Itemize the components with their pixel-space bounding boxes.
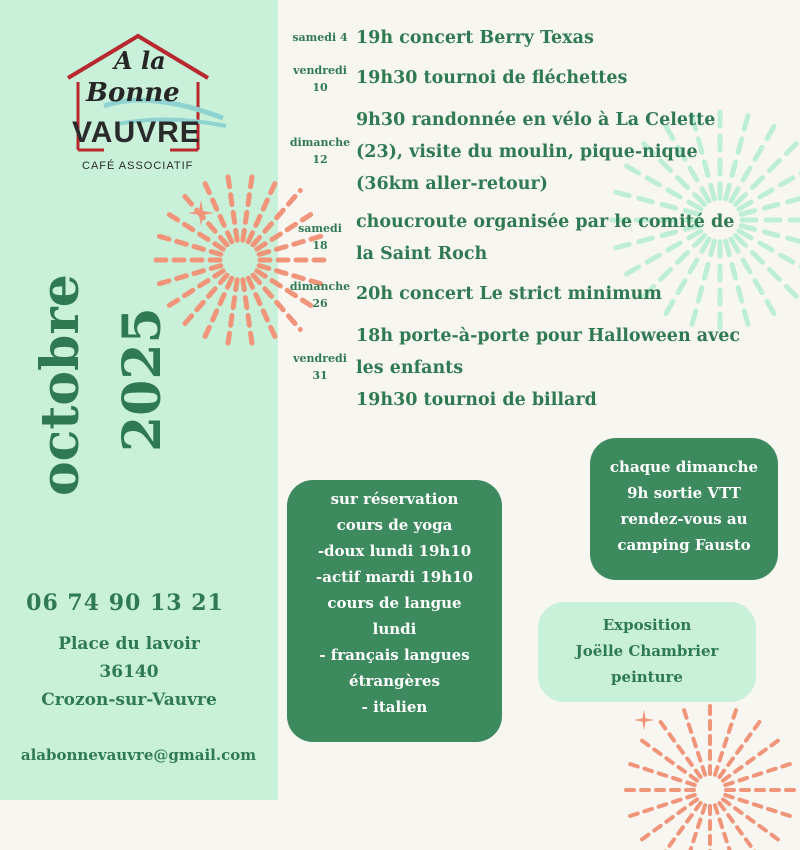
yoga-language-box	[287, 480, 502, 742]
box-line: 9h sortie VTT	[627, 484, 741, 502]
box-line: camping Fausto	[617, 536, 751, 554]
address-line: Place du lavoir	[58, 634, 200, 654]
phone-number: 06 74 90 13 21	[26, 590, 224, 616]
address-line: 36140	[99, 662, 159, 682]
address	[0, 630, 268, 714]
event-date	[284, 104, 356, 200]
event-line: les enfants	[356, 358, 464, 378]
box-line: Joëlle Chambrier	[575, 642, 719, 660]
box-line: sur réservation	[330, 490, 459, 508]
event-line: 20h concert Le strict minimum	[356, 284, 662, 304]
event-row	[284, 206, 796, 270]
box-line: rendez-vous au	[620, 510, 748, 528]
sparkle-star-icon	[186, 198, 216, 228]
box-line: peinture	[611, 668, 683, 686]
event-date-line: 10	[312, 81, 328, 94]
box-line: étrangères	[349, 672, 440, 690]
event-date	[284, 22, 356, 54]
box-line: chaque dimanche	[609, 458, 759, 476]
event-description	[356, 104, 796, 200]
event-row	[284, 278, 796, 312]
box-line: cours de yoga	[336, 516, 453, 534]
month-label: octobre	[30, 274, 91, 496]
box-line: - italien	[361, 698, 428, 716]
logo-text-bonne: Bonne	[86, 78, 180, 108]
event-date-line: samedi	[298, 222, 342, 235]
event-date-line: 31	[312, 369, 328, 382]
address-line: Crozon-sur-Vauvre	[41, 690, 217, 710]
event-date-line: dimanche	[289, 136, 351, 149]
event-line: 19h30 tournoi de fléchettes	[356, 68, 628, 88]
event-line: 18h porte-à-porte pour Halloween avec	[356, 326, 741, 346]
event-line: (36km aller-retour)	[356, 174, 548, 194]
vtt-outing-box	[590, 438, 778, 580]
event-date-line: samedi 4	[292, 31, 348, 44]
logo-text-ala: A la	[114, 46, 166, 75]
event-date-line: 18	[312, 239, 328, 252]
event-line: choucroute organisée par le comité de	[356, 212, 735, 232]
event-row	[284, 22, 796, 54]
event-line: la Saint Roch	[356, 244, 488, 264]
event-line: 9h30 randonnée en vélo à La Celette	[356, 110, 716, 130]
event-description	[356, 278, 796, 312]
exhibition-box	[538, 602, 756, 702]
cafe-logo	[58, 30, 228, 190]
event-date	[284, 320, 356, 416]
event-row	[284, 104, 796, 200]
event-description	[356, 62, 796, 96]
event-date-line: vendredi	[293, 64, 347, 77]
event-line: (23), visite du moulin, pique-nique	[356, 142, 698, 162]
email-address: alabonnevauvre@gmail.com	[20, 746, 257, 764]
event-date-line: vendredi	[293, 352, 347, 365]
event-description	[356, 206, 796, 270]
box-line: Exposition	[602, 616, 692, 634]
box-line: lundi	[372, 620, 417, 638]
event-date-line: dimanche	[289, 280, 351, 293]
event-date	[284, 206, 356, 270]
logo-tagline: CAFÉ ASSOCIATIF	[82, 160, 194, 172]
event-row	[284, 62, 796, 96]
year-label: 2025	[112, 307, 173, 452]
event-date	[284, 62, 356, 96]
event-date	[284, 278, 356, 312]
box-line: -actif mardi 19h10	[316, 568, 473, 586]
event-date-line: 12	[312, 153, 328, 166]
box-line: - français langues	[319, 646, 470, 664]
logo-text-vauvre: VAUVRE	[72, 116, 201, 149]
event-row	[284, 320, 796, 416]
event-description	[356, 320, 796, 416]
month-year-vertical	[30, 230, 180, 500]
event-date-line: 26	[312, 297, 328, 310]
sparkle-star-icon	[632, 708, 656, 732]
box-line: -doux lundi 19h10	[317, 542, 472, 560]
event-line: 19h concert Berry Texas	[356, 28, 594, 48]
box-line: cours de langue	[327, 594, 462, 612]
event-description	[356, 22, 796, 54]
event-line: 19h30 tournoi de billard	[356, 390, 597, 410]
